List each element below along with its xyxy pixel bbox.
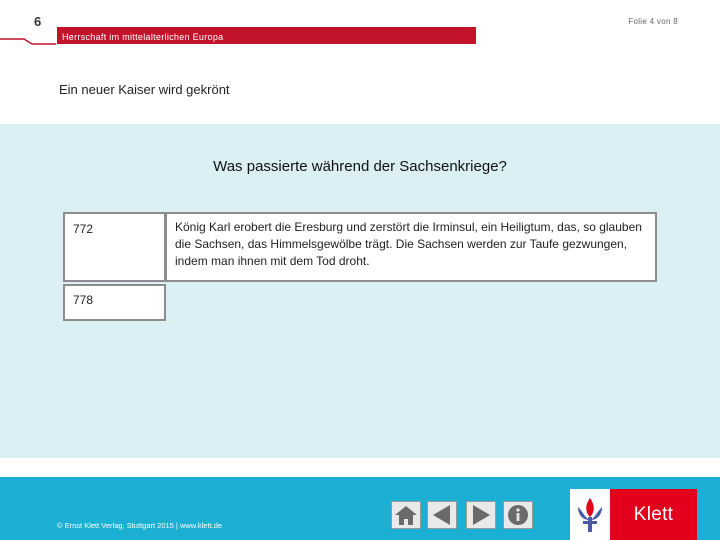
slide-counter: Folie 4 von 8 bbox=[628, 17, 678, 26]
chapter-title-band: Herrschaft im mittelalterlichen Europa bbox=[57, 27, 476, 44]
previous-arrow-icon bbox=[427, 501, 457, 529]
year-cell: 772 bbox=[63, 212, 166, 282]
info-icon bbox=[503, 501, 533, 529]
next-button[interactable] bbox=[466, 501, 496, 529]
klett-logo bbox=[570, 489, 697, 540]
year-cell: 778 bbox=[63, 284, 166, 321]
logo-text: Klett bbox=[610, 489, 697, 540]
footer-bar bbox=[0, 477, 720, 540]
lily-emblem-icon bbox=[570, 489, 610, 540]
copyright-text: © Ernst Klett Verlag, Stuttgart 2015 | www.klett.de bbox=[57, 521, 223, 530]
home-button[interactable] bbox=[391, 501, 421, 529]
info-button[interactable] bbox=[503, 501, 533, 529]
previous-button[interactable] bbox=[427, 501, 457, 529]
next-arrow-icon bbox=[466, 501, 496, 529]
question-heading: Was passierte während der Sachsenkriege? bbox=[213, 158, 507, 175]
chapter-number: 6 bbox=[34, 14, 42, 29]
content-area bbox=[0, 124, 720, 458]
home-icon bbox=[391, 501, 421, 529]
event-cell: König Karl erobert die Eresburg und zerstört die Irminsul, ein Heiligtum, das, so glauben die Sachsen, das Himmelsgewölbe trägt. Die Sachsen werden zur Taufe gezwungen, indem man ihnen mit dem Tod droht. bbox=[165, 212, 657, 282]
page-title: Ein neuer Kaiser wird gekrönt bbox=[59, 82, 230, 97]
